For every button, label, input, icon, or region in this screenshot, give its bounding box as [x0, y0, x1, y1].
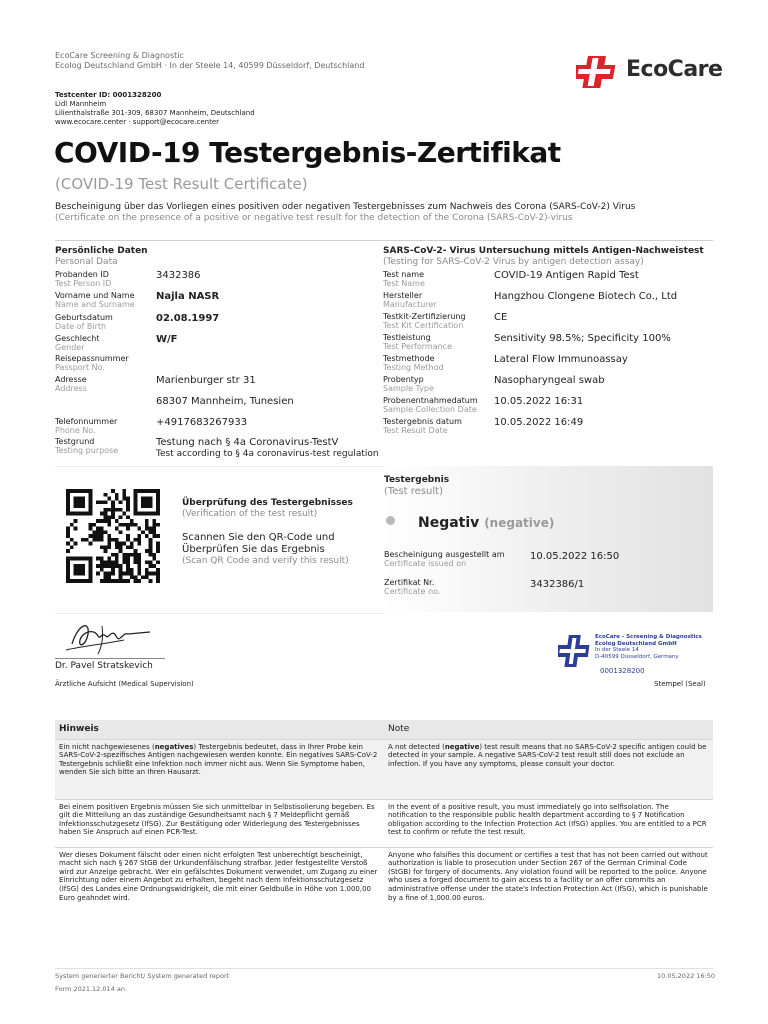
footer-divider	[55, 968, 713, 969]
personal-heading: Persönliche Daten	[55, 246, 148, 256]
seal-label: Stempel (Seal)	[654, 680, 706, 688]
issued-label-en: Certificate issued on	[384, 559, 467, 568]
issued-label-de: Bescheinigung ausgestellt am	[384, 550, 505, 559]
result-heading	[384, 475, 449, 498]
test-row	[383, 354, 444, 372]
sample-collection-date: 10.05.2022 16:31	[494, 396, 584, 407]
note-emphasis: negatives	[154, 742, 194, 751]
row-label: Telefonnummer	[55, 417, 118, 426]
test-kit-certification: CE	[494, 312, 508, 323]
row-label-en: Name and Surname	[55, 300, 135, 309]
certificate-label-de: Zertifikat Nr.	[384, 578, 435, 587]
result-heading-de: Testergebnis	[384, 475, 450, 485]
row-label: Probenentnahmedatum	[383, 396, 478, 405]
testcenter-info	[55, 91, 255, 127]
note-text: ) Testergebnis bedeutet, dass in Ihrer Probe kein SARS-CoV-2-spezifisches Antigen nachgewiesen werden konnte. Ein negatives SARS-CoV-2 Testergebnis schließt eine Infektion noch immer nicht aus. Wenn Sie Symptome haben, wenden Sie sich bitte an Ihren Hausarzt.	[59, 742, 378, 777]
row-label: Vorname und Name	[55, 291, 135, 300]
footer-timestamp: 10.05.2022 16:50	[657, 972, 716, 980]
row-label: Probanden ID	[55, 270, 109, 279]
note-de: Bei einem positiven Ergebnis müssen Sie sich unmittelbar in Selbstisolierung begeben. Es gilt die Mitteilung an das zuständige Gesundheitsamt nach § 7 Meldepflicht gemäß Infektionsschutzgesetz (IfSG). Zur Bestätigung oder Widerlegung des Testergebnisses haben Sie Anspruch auf einen PCR-Test.	[55, 799, 384, 847]
testing-purpose-en: Test according to § 4a coronavirus-test regulation	[156, 449, 379, 459]
row-label-en: Address	[55, 384, 87, 393]
row-label-en: Test Kit Certification	[383, 321, 464, 330]
intro-text	[55, 202, 725, 224]
certificate-label	[384, 578, 440, 596]
stamp-cross-icon	[558, 634, 592, 668]
row-label: Testleistung	[383, 333, 431, 342]
testcenter-name: Lidl Mannheim	[55, 100, 107, 108]
row-label: Test name	[383, 270, 424, 279]
row-label: Testmethode	[383, 354, 435, 363]
footer-form: Form 2021.12.014 an	[55, 985, 125, 993]
row-label: Adresse	[55, 375, 87, 384]
cross-icon	[576, 56, 615, 88]
verification-text	[182, 498, 382, 567]
manufacturer: Hangzhou Clongene Biotech Co., Ltd	[494, 291, 678, 302]
notes-row	[55, 847, 713, 906]
test-name: COVID-19 Antigen Rapid Test	[494, 270, 639, 281]
scan-instruction-2: Überprüfen Sie das Ergebnis	[182, 544, 325, 555]
row-label-en: Testing purpose	[55, 446, 119, 455]
row-label: Hersteller	[383, 291, 423, 300]
test-row	[383, 417, 462, 435]
note-emphasis: negative	[444, 742, 480, 751]
test-performance: Sensitivity 98.5%; Specificity 100%	[494, 333, 671, 344]
testing-method: Lateral Flow Immunoassay	[494, 354, 628, 365]
test-row	[383, 375, 434, 393]
testing-purpose: Testung nach § 4a Coronavirus-TestV	[156, 437, 339, 448]
certificate-number: 3432386/1	[530, 579, 585, 590]
logo-text: EcoCare	[626, 57, 723, 82]
testcenter-id: Testcenter ID: 0001328200	[55, 91, 162, 99]
issued-date: 10.05.2022 16:50	[530, 551, 620, 562]
result-status-dot-icon	[386, 516, 395, 525]
note-en: In the event of a positive result, you must immediately go into selfisolation. The notification to the responsible public health department according to § 7 Notification obligation according to the Infection Protection Act (IfSG) applies. You are entitled to a PCR test to confirm or refute the test result.	[384, 799, 713, 847]
result-value-de: Negativ	[418, 515, 480, 531]
personal-row	[55, 417, 117, 435]
company-address: Ecolog Deutschland GmbH · In der Steele 14, 40599 Düsseldorf, Deutschland	[55, 61, 365, 70]
note-de	[55, 739, 384, 799]
row-label: Geburtsdatum	[55, 313, 113, 322]
row-label-en: Testing Method	[383, 363, 444, 372]
test-person-id: 3432386	[156, 270, 201, 281]
stamp-line1: EcoCare - Screening & Diagnostics	[595, 634, 702, 640]
scan-instruction-en: (Scan QR Code and verify this result)	[182, 556, 349, 566]
result-heading-en: (Test result)	[384, 486, 443, 497]
row-label-en: Passport No.	[55, 363, 105, 372]
supervision-label: Ärztliche Aufsicht (Medical Supervision)	[55, 680, 194, 688]
testcenter-address: Lilienthalstraße 301-309, 68307 Mannheim, Deutschland	[55, 109, 255, 117]
stamp-line4: D-40599 Düsseldorf, Germany	[595, 653, 679, 660]
row-label: Geschlecht	[55, 334, 100, 343]
doctor-signature	[64, 614, 154, 656]
gender: W/F	[156, 334, 178, 345]
stamp-text	[595, 634, 702, 660]
stamp-id: 0001328200	[600, 667, 645, 675]
notes-header-en: Note	[384, 720, 713, 739]
footer-generated: System generierter Bericht/ System generated report	[55, 972, 230, 980]
page-title: COVID-19 Testergebnis-Zertifikat	[54, 136, 561, 169]
personal-row	[55, 354, 129, 372]
result-value-en: (negative)	[484, 516, 555, 530]
testcenter-contact: www.ecocare.center · support@ecocare.center	[55, 118, 220, 126]
test-row	[383, 270, 425, 288]
notes-header-row	[55, 720, 713, 739]
notes-header-de: Hinweis	[55, 720, 384, 739]
certificate-label-en: Certificate no.	[384, 587, 441, 596]
row-label-en: Sample Collection Date	[383, 405, 477, 414]
stamp-line2: Ecolog Deutschland GmbH	[595, 640, 677, 647]
row-label-en: Date of Birth	[55, 322, 107, 331]
personal-row	[55, 313, 113, 331]
row-label: Testergebnis datum	[383, 417, 462, 426]
row-label-en: Manufacturer	[383, 300, 437, 309]
address-line1: Marienburger str 31	[156, 375, 256, 386]
address-line2: 68307 Mannheim, Tunesien	[156, 396, 294, 407]
test-row	[383, 312, 466, 330]
date-of-birth: 02.08.1997	[156, 313, 220, 324]
personal-row	[55, 291, 135, 309]
sample-type: Nasopharyngeal swab	[494, 375, 605, 386]
qr-code[interactable]	[66, 489, 160, 583]
person-name: Najla NASR	[156, 291, 220, 302]
notes-row	[55, 799, 713, 847]
personal-row	[55, 270, 111, 288]
row-label-en: Phone No.	[55, 426, 96, 435]
notes-row	[55, 739, 713, 799]
personal-heading-en: Personal Data	[55, 257, 118, 267]
result-value	[418, 515, 554, 531]
page-subtitle: (COVID-19 Test Result Certificate)	[55, 175, 308, 193]
signature-line	[55, 658, 165, 659]
phone-number: +4917683267933	[156, 417, 248, 428]
personal-row	[55, 437, 118, 455]
divider	[55, 240, 713, 241]
intro-de: Bescheinigung über das Vorliegen eines positiven oder negativen Testergebnisses zum Nachweis des Corona (SARS-CoV-2) Virus	[55, 202, 636, 212]
row-label: Probentyp	[383, 375, 424, 384]
row-label-en: Test Person ID	[55, 279, 112, 288]
company-info	[55, 51, 364, 71]
personal-data-section	[55, 246, 375, 268]
note-de: Wer dieses Dokument fälscht oder einen nicht erfolgten Test unberechtigt bescheinigt, macht sich nach § 267 StGB der Urkundenfälschung strafbar. Jeder festgestellte Verstoß wird zur Anzeige gebracht. Wer ein gefälschtes Dokument verwendet, um Zugang zu einer Einrichtung oder einem Angebot zu erhalten, begeht nach dem Infektionsschutzgesetz (IfSG) des Landes eine Ordnungswidrigkeit, die mit einer Geldbuße in Höhe von 1.000,00 Euro geahndet wird.	[55, 847, 384, 906]
row-label-en: Test Result Date	[383, 426, 448, 435]
test-row	[383, 291, 437, 309]
test-row	[383, 333, 452, 351]
row-label: Testgrund	[55, 437, 95, 446]
note-text: A not detected (	[388, 742, 445, 751]
note-en	[384, 739, 713, 799]
test-result-date: 10.05.2022 16:49	[494, 417, 584, 428]
note-text: Ein nicht nachgewiesenes (	[59, 742, 155, 751]
verification-title: Überprüfung des Testergebnisses	[182, 498, 353, 508]
test-row	[383, 396, 478, 414]
verification-title-en: (Verification of the test result)	[182, 509, 318, 519]
row-label-en: Test Performance	[383, 342, 452, 351]
doctor-name: Dr. Pavel Stratskevich	[55, 661, 153, 671]
test-data-section	[383, 246, 713, 268]
intro-en: (Certificate on the presence of a positive or negative test result for the detection of the Corona (SARS-CoV-2)-virus	[55, 213, 573, 223]
note-text: ) test result means that no SARS-CoV-2 specific antigen could be detected in your sample. A negative SARS-CoV-2 test result still does not exclude an infection. If you have any symptoms, please consult your doctor.	[388, 742, 707, 768]
notes-table	[55, 720, 713, 906]
stamp-line3: In der Steele 14	[595, 647, 639, 654]
scan-instruction-1: Scannen Sie den QR-Code und	[182, 532, 335, 543]
issued-label	[384, 550, 505, 568]
row-label-en: Gender	[55, 343, 85, 352]
test-heading: SARS-CoV-2- Virus Untersuchung mittels Antigen-Nachweistest	[383, 246, 704, 256]
row-label: Testkit-Zertifizierung	[383, 312, 466, 321]
test-heading-en: (Testing for SARS-CoV-2 Virus by antigen detection assay)	[383, 257, 644, 267]
row-label-en: Sample Type	[383, 384, 434, 393]
personal-row	[55, 375, 87, 393]
row-label: Reisepassnummer	[55, 354, 129, 363]
personal-row	[55, 334, 100, 352]
row-label-en: Test Name	[383, 279, 425, 288]
note-en: Anyone who falsifies this document or certifies a test that has not been carried out without authorization is liable to prosecution under Section 267 of the German Criminal Code (StGB) for forgery of documents. Any violation found will be reported to the police. Anyone who uses a forged document to gain access to a facility or an offer commits an administrative offense under the state's Infection Protection Act (IfSG), which is punishable by a fine of 1,000.00 euros.	[384, 847, 713, 906]
company-name: EcoCare Screening & Diagnostic	[55, 51, 184, 60]
